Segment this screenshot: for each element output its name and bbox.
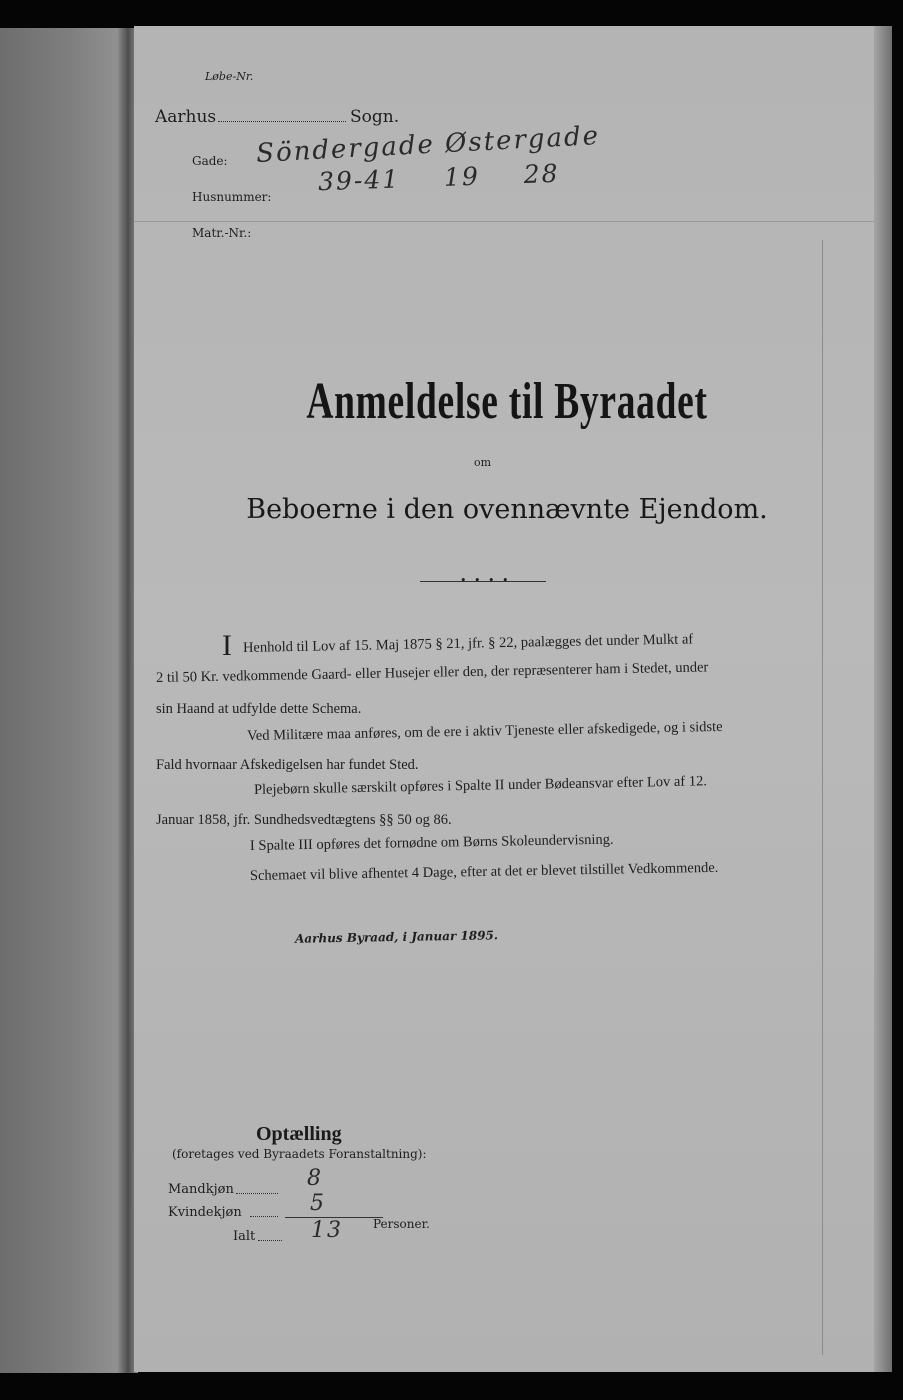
body-line-1: Henhold til Lov af 15. Maj 1875 § 21, jfr. § 22, paalægges det under Mulkt af (242, 631, 694, 656)
matr-label: Matr.-Nr.: (192, 226, 252, 240)
female-dots (250, 1216, 278, 1217)
body-line-2: 2 til 50 Kr. vedkommende Gaard- eller Husejer eller den, der repræsenterer ham i Stedet, under (155, 659, 709, 686)
male-label: Mandkjøn (168, 1182, 234, 1197)
female-label: Kvindekjøn (168, 1205, 242, 1220)
male-count-value: 8 (307, 1166, 323, 1191)
body-line-3: sin Haand at udfylde dette Schema. (156, 701, 362, 717)
total-dots (258, 1240, 282, 1241)
body-line-7: Januar 1858, jfr. Sundhedsvedtægtens §§ 50 og 86. (156, 812, 452, 828)
male-dots (236, 1193, 278, 1194)
total-label: Ialt (233, 1229, 256, 1244)
document-title: Anmeldelse til Byraadet (306, 373, 708, 430)
husnummer-label: Husnummer: (192, 190, 272, 204)
signature-line: Aarhus Byraad, i Januar 1895. (294, 928, 499, 946)
margin-rule (822, 240, 823, 1355)
parish-suffix: Sogn. (350, 107, 400, 127)
female-count-value: 5 (310, 1191, 326, 1216)
count-heading: Optælling (256, 1123, 342, 1145)
body-line-6: Plejebørn skulle særskilt opføres i Spalte II under Bødeansvar efter Lov af 12. (253, 773, 708, 798)
count-subheading: (foretages ved Byraadets Foranstaltning): (172, 1147, 427, 1161)
gade-handwritten-value: Söndergade Østergade (255, 121, 601, 169)
persons-label: Personer. (373, 1217, 430, 1231)
header-rule (134, 221, 874, 222)
divider-ornament: • • • • (460, 574, 511, 587)
total-count-value: 13 (311, 1218, 343, 1243)
body-initial: I (222, 629, 232, 662)
body-line-8: I Spalte III opføres det fornødne om Børns Skoleundervisning. (249, 831, 614, 854)
parish-prefix: Aarhus (155, 107, 217, 127)
parish-dotted-line (218, 121, 346, 122)
title-om: om (474, 456, 492, 469)
right-page-edge (874, 26, 892, 1372)
lobe-nr-label: Løbe-Nr. (205, 70, 254, 83)
left-page-edge (0, 28, 128, 1373)
gade-label: Gade: (192, 154, 228, 168)
body-line-5: Fald hvornaar Afskedigelsen har fundet Sted. (156, 757, 419, 773)
body-line-4: Ved Militære maa anføres, om de ere i aktiv Tjeneste eller afskedigede, og i sidste (246, 718, 723, 744)
body-line-9: Schemaet vil blive afhentet 4 Dage, efter at det er blevet tilstillet Vedkommende. (249, 859, 719, 884)
document-subtitle: Beboerne i den ovennævnte Ejendom. (246, 494, 768, 525)
husnummer-handwritten-value: 39-41 19 28 (317, 158, 561, 197)
